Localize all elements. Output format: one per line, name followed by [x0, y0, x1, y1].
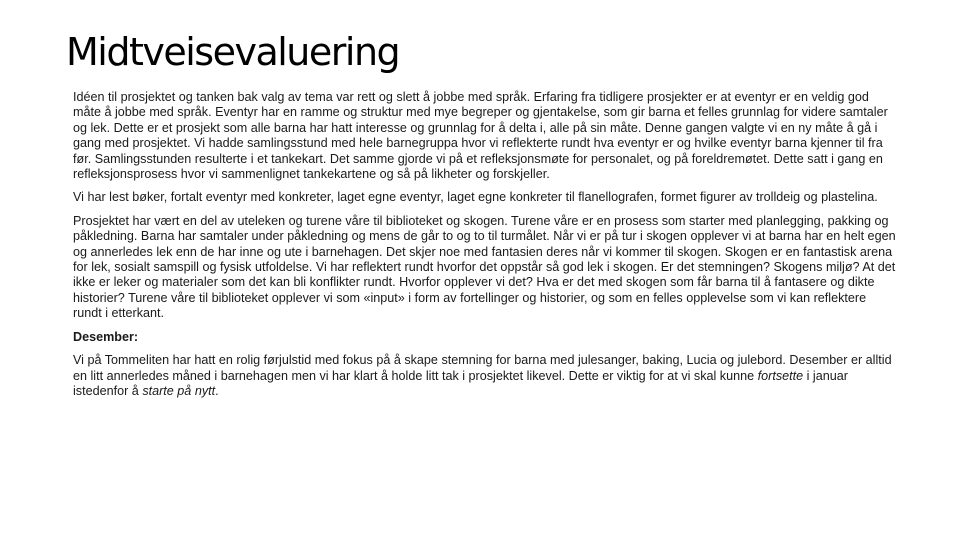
paragraph-idea: Idéen til prosjektet og tanken bak valg av tema var rett og slett å jobbe med språk. Erfaring fra tidligere prosjekter er at eventyr er en veldig god måte å jobbe med språk. Eventyr har en ramme og struktur med mye begreper og gjentakelse, som gir barna et felles grunnlag for videre samtaler og lek. Dette er et prosjekt som alle barna har hatt interesse og grunnlag for å delta i, alle på sin måte. Denne gangen valgte vi en ny måte å gå i gang med prosjektet. Vi hadde samlingsstund med hele barnegruppa hvor vi reflekterte rundt hva eventyr er og hvilke eventyr barna kjenner til fra før. Samlingsstunden resulterte i et tankekart. Det samme gjorde vi på et refleksjonsmøte for personalet, og på foreldremøtet. Dette satt i gang en refleksjonsprosess hvor vi sammenlignet tankekartene og så på likheter og forskjeller.: [73, 90, 888, 182]
december-text-start: Vi på Tommeliten har hatt en rolig førjulstid med fokus på å skape stemning for barna med julesanger, baking, Lucia og julebord. Desember er alltid en litt annerledes måned i barnehagen men vi har klart å holde litt tak i prosjektet likevel. Dette er viktig for at vi skal kunne: [73, 353, 892, 383]
december-text-mid: i januar istedenfor å: [73, 368, 848, 398]
december-italic-continue: fortsette: [757, 368, 804, 383]
slide-title: Midtveisevaluering: [66, 30, 400, 74]
section-heading-december: Desember:: [73, 329, 139, 344]
paragraph-activities: Vi har lest bøker, fortalt eventyr med konkreter, laget egne eventyr, laget egne konkreter til flanellografen, formet figurer av trolldeig og plastelina.: [73, 190, 878, 205]
paragraph-trips: Prosjektet har vært en del av uteleken og turene våre til biblioteket og skogen. Turene våre er en prosess som starter med planlegging, pakking og påkledning. Barna har samtaler under påkledning og mens de går to og to til turmålet. Når vi er på tur i skogen opplever vi at barna har en helt egen og annerledes lek enn de har inne og ute i barnehagen. Det skjer noe med fantasien deres når vi kommer til skogen. Skogen er en fantastisk arena for lek, sosialt samspill og fysisk utfoldelse. Vi har reflektert rundt hvorfor det oppstår så god lek i skogen. Er det stemningen? Skogens miljø? At det ikke er leker og materialer som det kan bli konflikter rundt. Hvorfor opplever vi det? Hva er det med skogen som får barna til å fantasere og dikte historier? Turene våre til biblioteket opplever vi som «input» i form av fortellinger og historier, og som en felles opplevelse som vi kan reflektere rundt i etterkant.: [73, 213, 896, 321]
slide-body: [73, 90, 898, 407]
december-italic-restart: starte på nytt: [142, 383, 216, 398]
december-text-end: .: [215, 383, 219, 398]
paragraph-december: [73, 353, 898, 399]
